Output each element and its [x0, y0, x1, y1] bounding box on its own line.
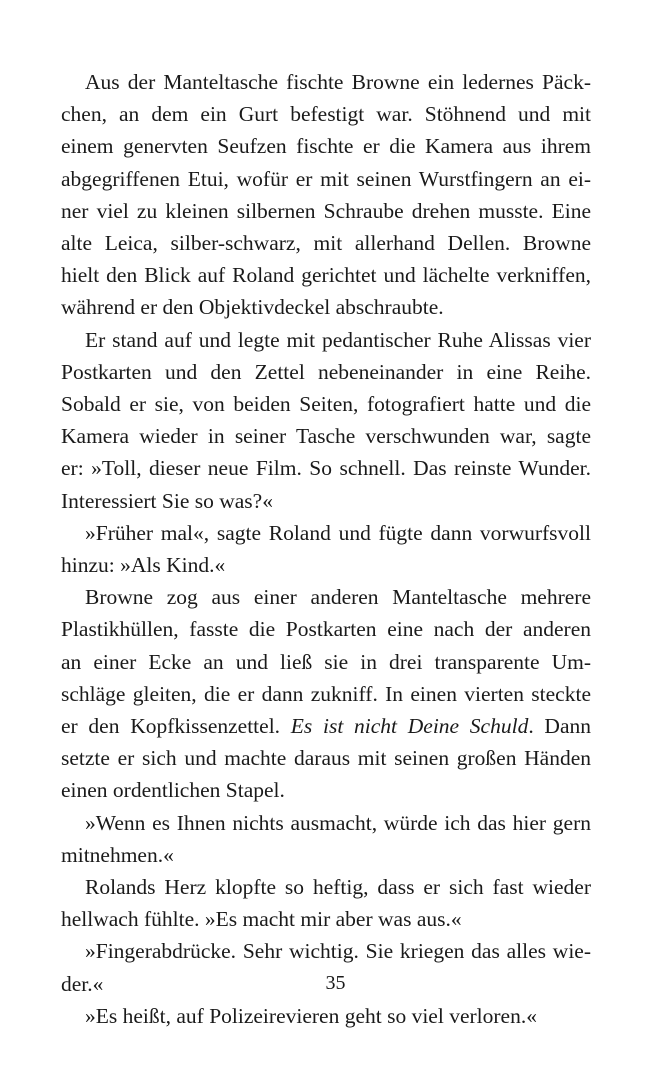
italic-quote: Es ist nicht Deine Schuld — [290, 714, 529, 739]
text-line: alte Leica, silber-schwarz, mit allerhand Dellen. Browne — [61, 231, 591, 256]
text-line: Postkarten und den Zettel nebeneinander in eine Reihe. — [61, 359, 591, 384]
text-line: Aus der Manteltasche fischte Browne ein ledernes Päck- — [85, 70, 591, 94]
text-line: einem genervten Seufzen fischte er die Kamera aus ihrem — [61, 134, 591, 159]
body-text — [61, 66, 591, 1032]
page-number: 35 — [325, 972, 346, 994]
text-line: Kamera wieder in seiner Tasche verschwunden war, sagte — [61, 424, 591, 449]
text-line: schläge gleiten, die er dann zukniff. In einen vierten steckte — [61, 681, 591, 706]
text-run: er den Kopfkissenzettel. — [61, 714, 291, 739]
text-line: chen, an dem ein Gurt befestigt war. Stöhnend und mit — [61, 102, 591, 127]
text-line: während er den Objektivdeckel abschraubte. — [61, 295, 444, 320]
text-line: setzte er sich und machte daraus mit seinen großen Händen — [61, 746, 591, 771]
paragraph — [61, 871, 591, 935]
text-line: er: »Toll, dieser neue Film. So schnell. Das reinste Wunder. — [61, 456, 591, 481]
text-line: Plastikhüllen, fasste die Postkarten eine nach der anderen — [61, 617, 591, 642]
text-run: . Dann — [528, 714, 591, 739]
text-line: einen ordentlichen Stapel. — [61, 778, 285, 803]
text-line: »Wenn es Ihnen nichts ausmacht, würde ich das hier gern — [85, 810, 591, 835]
paragraph — [61, 66, 591, 324]
text-line: an einer Ecke an und ließ sie in drei transparente Um- — [61, 649, 591, 674]
text-line: »Es heißt, auf Polizeirevieren geht so viel verloren.« — [85, 1003, 537, 1028]
paragraph — [61, 1000, 591, 1032]
text-line: Browne zog aus einer anderen Manteltasche mehrere — [85, 585, 591, 610]
paragraph — [61, 581, 591, 806]
text-line: »Früher mal«, sagte Roland und fügte dann vorwurfsvoll — [85, 520, 591, 545]
text-line: hinzu: »Als Kind.« — [61, 553, 226, 578]
text-line — [61, 710, 591, 742]
paragraph — [61, 324, 591, 517]
paragraph — [61, 807, 591, 871]
text-line: abgegriffenen Etui, wofür er mit seinen Wurstfingern an ei- — [61, 166, 591, 191]
text-line: Rolands Herz klopfte so heftig, dass er sich fast wieder — [85, 875, 591, 900]
text-line: der.« — [61, 971, 104, 996]
text-line: Er stand auf und legte mit pedantischer Ruhe Alissas vier — [85, 327, 591, 352]
text-line: »Fingerabdrücke. Sehr wichtig. Sie kriegen das alles wie- — [85, 939, 591, 964]
text-line: Interessiert Sie so was?« — [61, 488, 273, 513]
text-line: hielt den Blick auf Roland gerichtet und lächelte verkniffen, — [61, 263, 591, 288]
text-line: ner viel zu kleinen silbernen Schraube drehen musste. Eine — [61, 198, 591, 223]
paragraph — [61, 517, 591, 581]
text-line: mitnehmen.« — [61, 842, 174, 867]
text-line: hellwach fühlte. »Es macht mir aber was aus.« — [61, 907, 462, 932]
text-line: Sobald er sie, von beiden Seiten, fotografiert hatte und die — [61, 392, 591, 417]
